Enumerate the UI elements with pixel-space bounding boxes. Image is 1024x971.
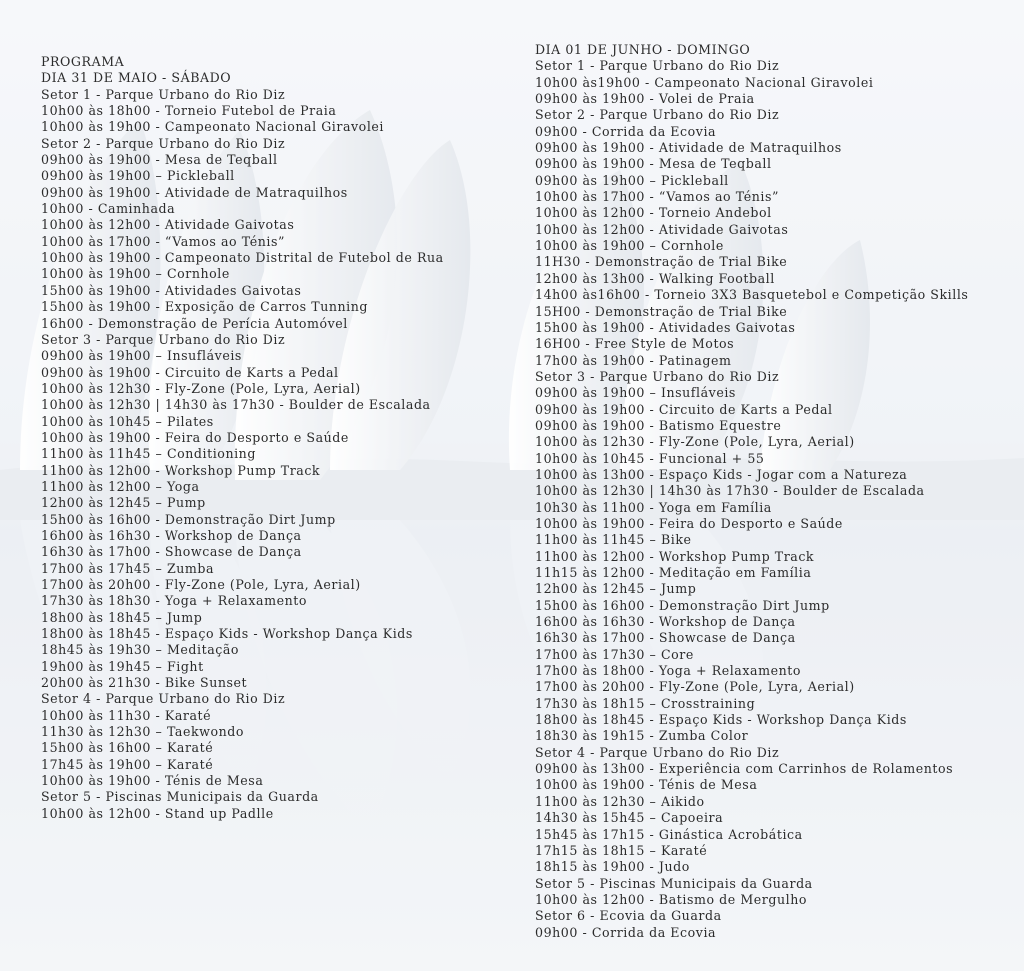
- schedule-line: 17h00 às 17h30 – Core: [535, 646, 694, 662]
- schedule-line: 12h00 às 13h00 - Walking Football: [535, 270, 775, 286]
- schedule-line: 10h00 às19h00 - Campeonato Nacional Giravolei: [535, 74, 874, 90]
- schedule-line: 09h00 às 19h00 - Volei de Praia: [535, 91, 755, 107]
- schedule-line: DIA 31 DE MAIO - SÁBADO: [41, 70, 232, 86]
- schedule-line: 10h00 às 12h30 - Fly-Zone (Pole, Lyra, Aerial): [535, 434, 855, 450]
- schedule-line: 16h30 às 17h00 - Showcase de Dança: [41, 544, 302, 560]
- schedule-line: 17h30 às 18h30 - Yoga + Relaxamento: [41, 593, 307, 609]
- schedule-line: 10h00 às 17h00 - “Vamos ao Ténis”: [535, 189, 779, 205]
- schedule-line: 14h00 às16h00 - Torneio 3X3 Basquetebol e Competição Skills: [535, 287, 969, 303]
- schedule-line: 10h00 às 19h00 – Cornhole: [535, 238, 724, 254]
- schedule-line: 09h00 às 19h00 - Atividade de Matraquilhos: [535, 140, 842, 156]
- schedule-line: 12h00 às 12h45 – Jump: [535, 581, 697, 597]
- schedule-line: 18h45 às 19h30 – Meditação: [41, 642, 240, 658]
- schedule-line: 11h15 às 12h00 - Meditação em Família: [535, 565, 812, 580]
- schedule-line: 17h00 às 20h00 - Fly-Zone (Pole, Lyra, Aerial): [41, 577, 361, 592]
- schedule-line: Setor 4 - Parque Urbano do Rio Diz: [41, 691, 286, 707]
- schedule-line: 09h00 às 19h00 - Mesa de Teqball: [41, 152, 278, 168]
- schedule-line: 10h00 às 19h00 - Feira do Desporto e Saúde: [535, 515, 843, 531]
- schedule-line: 16h30 às 17h00 - Showcase de Dança: [535, 630, 796, 646]
- schedule-line: 10h00 às 12h30 - Fly-Zone (Pole, Lyra, Aerial): [41, 380, 361, 396]
- schedule-line: 19h00 às 19h45 – Fight: [41, 658, 204, 674]
- schedule-line: Setor 3 - Parque Urbano do Rio Diz: [41, 331, 286, 347]
- schedule-line: 09h00 às 19h00 - Batismo Equestre: [535, 417, 782, 433]
- schedule-line: 15H00 - Demonstração de Trial Bike: [535, 303, 788, 319]
- schedule-line: 15h00 às 16h00 - Demonstração Dirt Jump: [535, 597, 830, 613]
- schedule-line: 10h00 às 19h00 – Cornhole: [41, 266, 230, 282]
- schedule-line: 10h00 às 13h00 - Espaço Kids - Jogar com a Natureza: [535, 466, 908, 482]
- schedule-line: PROGRAMA: [41, 54, 125, 69]
- schedule-line: 09h00 às 19h00 - Mesa de Teqball: [535, 156, 772, 172]
- schedule-line: Setor 2 - Parque Urbano do Rio Diz: [535, 107, 780, 123]
- schedule-line: 15h45 às 17h15 - Ginástica Acrobática: [535, 826, 803, 842]
- schedule-line: Setor 1 - Parque Urbano do Rio Diz: [535, 58, 780, 74]
- schedule-line: 17h45 às 19h00 – Karaté: [41, 756, 214, 772]
- schedule-line: 18h00 às 18h45 – Jump: [41, 609, 203, 625]
- schedule-line: 18h30 às 19h15 - Zumba Color: [535, 728, 749, 744]
- schedule-line: 10h00 às 12h00 - Atividade Gaivotas: [535, 221, 789, 237]
- schedule-line: 10h00 às 19h00 - Campeonato Distrital de Futebol de Rua: [41, 250, 444, 266]
- schedule-line: 14h30 às 15h45 – Capoeira: [535, 810, 724, 826]
- schedule-line: 16h00 - Demonstração de Perícia Automóvel: [41, 315, 348, 331]
- schedule-line: 10h00 às 10h45 – Pilates: [41, 413, 214, 429]
- schedule-line: 11h00 às 11h45 – Bike: [535, 532, 692, 548]
- schedule-line: 17h15 às 18h15 – Karaté: [535, 842, 708, 858]
- schedule-line: 11h00 às 12h00 - Workshop Pump Track: [41, 462, 321, 478]
- schedule-line: 10h00 às 19h00 - Ténis de Mesa: [535, 777, 758, 793]
- schedule-day-31-may: [41, 54, 444, 822]
- schedule-line: 17h00 às 19h00 - Patinagem: [535, 352, 732, 368]
- schedule-line: 17h00 às 18h00 - Yoga + Relaxamento: [535, 663, 801, 679]
- schedule-line: 15h00 às 19h00 - Atividades Gaivotas: [535, 319, 796, 335]
- schedule-line: 10h00 às 12h00 - Torneio Andebol: [535, 205, 772, 221]
- schedule-line: 15h00 às 19h00 - Atividades Gaivotas: [41, 282, 302, 298]
- schedule-line: 10h00 às 11h30 - Karaté: [41, 707, 212, 723]
- schedule-line: 09h00 às 19h00 - Circuito de Karts a Pedal: [535, 401, 833, 417]
- schedule-line: 16H00 - Free Style de Motos: [535, 336, 735, 352]
- schedule-line: 09h00 às 19h00 - Circuito de Karts a Pedal: [41, 364, 339, 380]
- schedule-line: 11h00 às 11h45 – Conditioning: [41, 446, 256, 462]
- schedule-line: 10h00 às 19h00 - Campeonato Nacional Giravolei: [41, 119, 384, 135]
- schedule-line: 09h00 às 19h00 - Atividade de Matraquilhos: [41, 184, 348, 200]
- schedule-line: 10h00 às 10h45 - Funcional + 55: [535, 450, 765, 466]
- schedule-line: Setor 4 - Parque Urbano do Rio Diz: [535, 744, 780, 760]
- schedule-line: Setor 1 - Parque Urbano do Rio Diz: [41, 86, 286, 102]
- schedule-line: 20h00 às 21h30 - Bike Sunset: [41, 675, 248, 691]
- schedule-line: 10h30 às 11h00 - Yoga em Família: [535, 499, 772, 515]
- schedule-line: 11h30 às 12h30 – Taekwondo: [41, 724, 245, 740]
- schedule-line: 10h00 às 12h00 - Batismo de Mergulho: [535, 891, 807, 907]
- schedule-line: 11h00 às 12h00 - Workshop Pump Track: [535, 548, 815, 564]
- schedule-line: Setor 3 - Parque Urbano do Rio Diz: [535, 368, 780, 384]
- schedule-line: 09h00 - Corrida da Ecovia: [535, 123, 717, 139]
- schedule-line: 12h00 às 12h45 – Pump: [41, 495, 206, 511]
- schedule-line: 10h00 às 12h30 | 14h30 às 17h30 - Boulder de Escalada: [535, 483, 925, 499]
- schedule-line: 11h00 às 12h00 – Yoga: [41, 478, 200, 494]
- schedule-line: 16h00 às 16h30 - Workshop de Dança: [41, 527, 302, 543]
- schedule-line: 15h00 às 16h00 – Karaté: [41, 740, 214, 756]
- schedule-line: 15h00 às 16h00 - Demonstração Dirt Jump: [41, 511, 336, 527]
- schedule-line: 10h00 às 12h00 - Stand up Padlle: [41, 805, 274, 821]
- schedule-line: 11h00 às 12h30 – Aikido: [535, 793, 705, 809]
- schedule-line: 09h00 às 19h00 – Pickleball: [535, 172, 729, 188]
- schedule-line: 17h00 às 17h45 – Zumba: [41, 560, 215, 576]
- schedule-line: 10h00 às 19h00 - Ténis de Mesa: [41, 773, 264, 789]
- schedule-line: 10h00 às 19h00 - Feira do Desporto e Saúde: [41, 429, 349, 445]
- schedule-line: 09h00 às 19h00 – Pickleball: [41, 168, 235, 184]
- schedule-line: 09h00 às 13h00 - Experiência com Carrinhos de Rolamentos: [535, 761, 954, 777]
- schedule-line: 10h00 às 12h30 | 14h30 às 17h30 - Boulder de Escalada: [41, 397, 431, 413]
- schedule-line: DIA 01 DE JUNHO - DOMINGO: [535, 42, 751, 57]
- schedule-line: 09h00 - Corrida da Ecovia: [535, 924, 717, 940]
- schedule-line: 15h00 às 19h00 - Exposição de Carros Tunning: [41, 299, 369, 315]
- schedule-line: 17h00 às 20h00 - Fly-Zone (Pole, Lyra, Aerial): [535, 679, 855, 695]
- schedule-line: 10h00 às 18h00 - Torneio Futebol de Praia: [41, 103, 337, 119]
- schedule-line: 16h00 às 16h30 - Workshop de Dança: [535, 614, 796, 630]
- schedule-line: 09h00 às 19h00 – Insufláveis: [41, 348, 242, 364]
- schedule-day-01-june: [535, 42, 968, 941]
- schedule-line: Setor 6 - Ecovia da Guarda: [535, 908, 722, 924]
- schedule-line: 10h00 às 17h00 - “Vamos ao Ténis”: [41, 233, 285, 249]
- schedule-line: 18h15 às 19h00 - Judo: [535, 859, 690, 875]
- schedule-line: 18h00 às 18h45 - Espaço Kids - Workshop Dança Kids: [41, 626, 413, 642]
- schedule-line: Setor 5 - Piscinas Municipais da Guarda: [41, 789, 319, 805]
- schedule-line: 18h00 às 18h45 - Espaço Kids - Workshop Dança Kids: [535, 712, 907, 728]
- schedule-line: 10h00 - Caminhada: [41, 201, 176, 217]
- schedule-line: 09h00 às 19h00 – Insufláveis: [535, 385, 736, 401]
- schedule-line: 11H30 - Demonstração de Trial Bike: [535, 254, 788, 270]
- schedule-line: 10h00 às 12h00 - Atividade Gaivotas: [41, 217, 295, 233]
- schedule-line: Setor 5 - Piscinas Municipais da Guarda: [535, 875, 813, 891]
- schedule-line: 17h30 às 18h15 – Crosstraining: [535, 695, 756, 711]
- schedule-line: Setor 2 - Parque Urbano do Rio Diz: [41, 135, 286, 151]
